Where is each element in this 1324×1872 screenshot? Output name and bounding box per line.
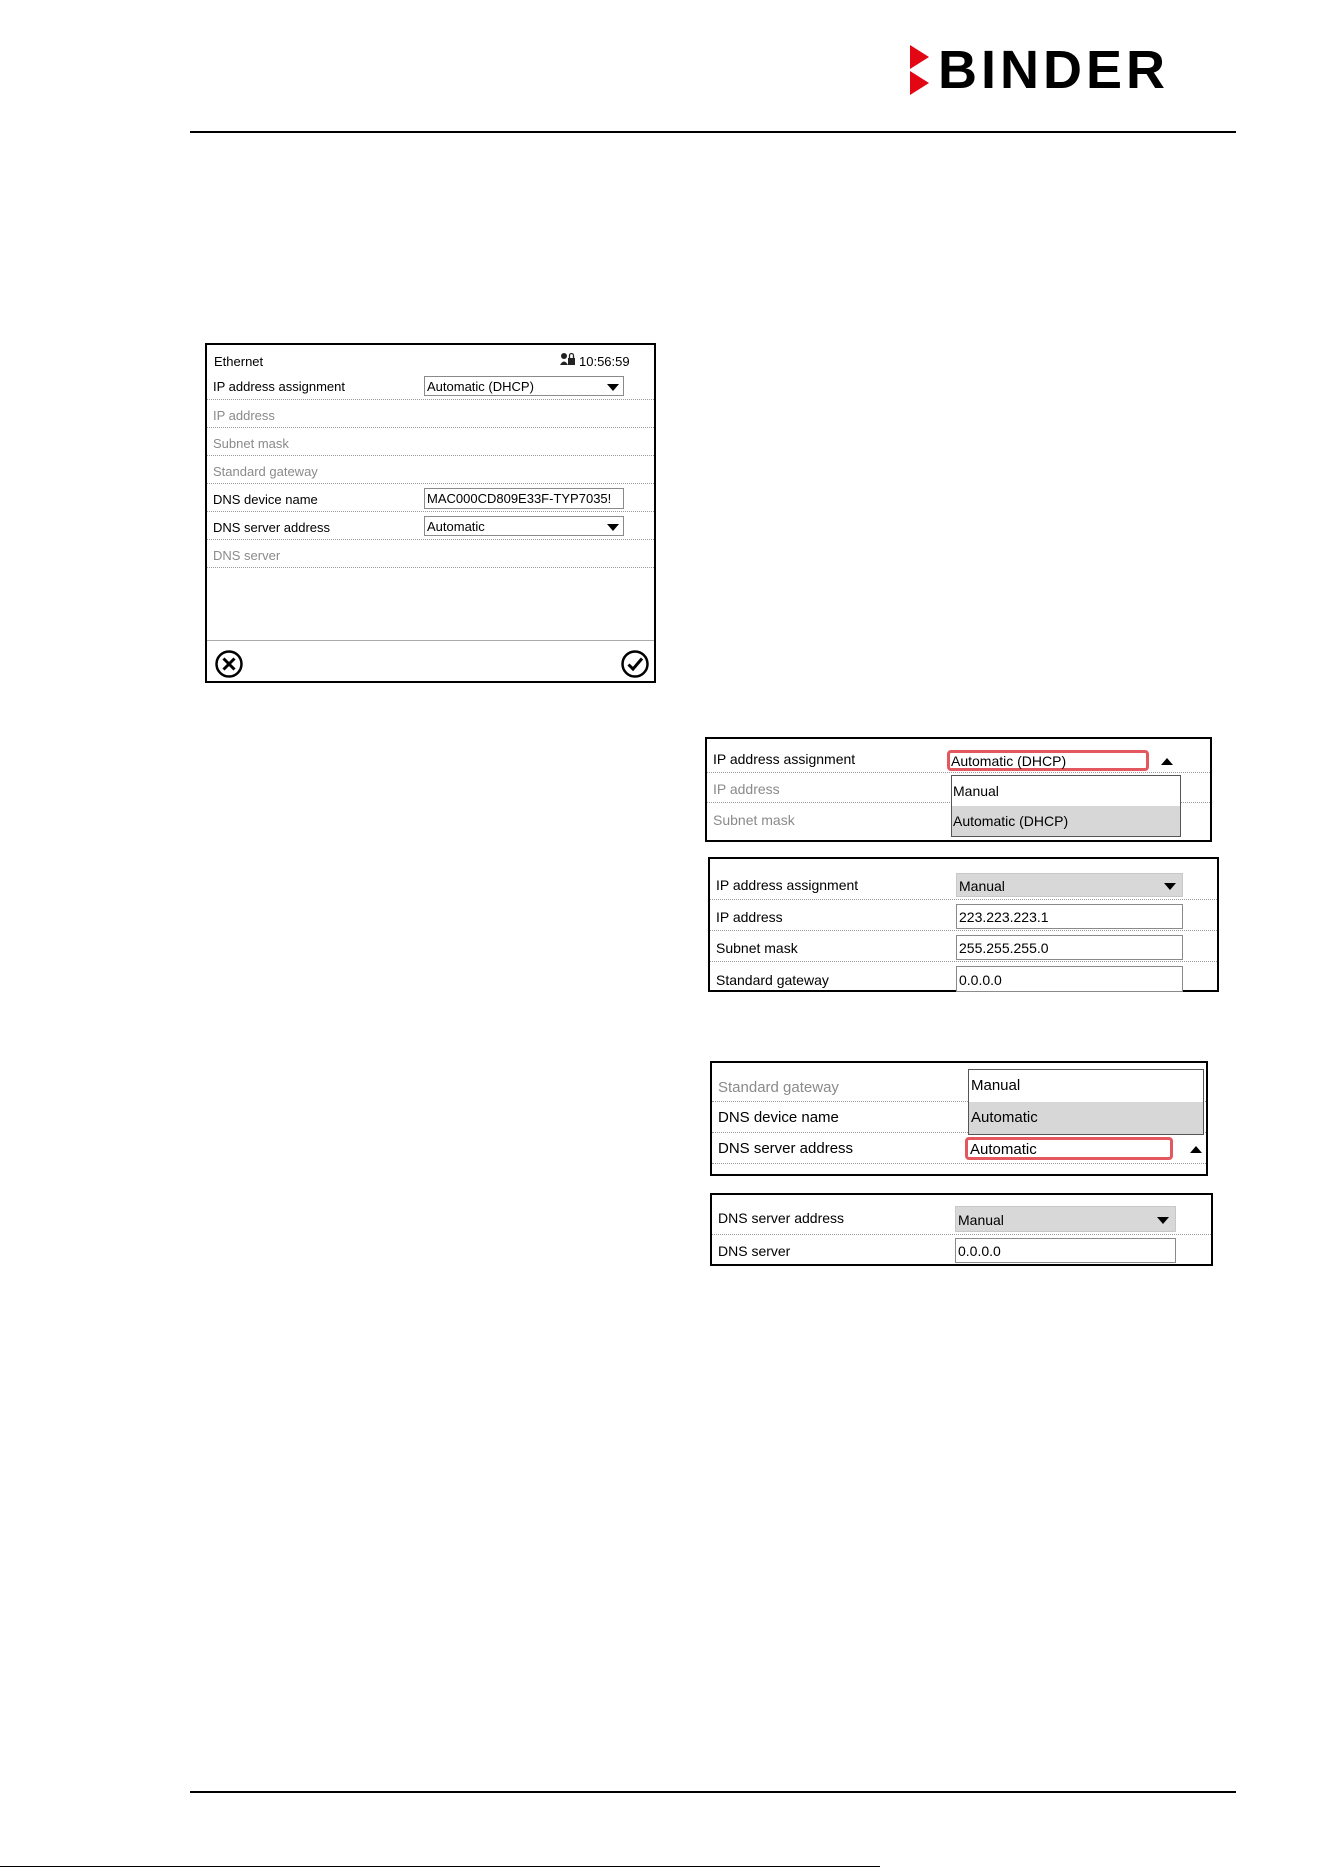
row-label: DNS device name <box>213 492 318 507</box>
dns-address-dropdown-screen <box>710 1061 1208 1176</box>
binder-logo-text: BINDER <box>938 40 1170 100</box>
manual-dns-server-screen <box>710 1193 1213 1266</box>
clock-time: 10:56:59 <box>579 354 630 369</box>
ip-address-input[interactable] <box>956 904 1183 929</box>
footer-rule <box>190 1791 1236 1793</box>
row-label: Subnet mask <box>213 436 289 451</box>
option-automatic-dhcp[interactable]: Automatic (DHCP) <box>952 806 1180 836</box>
chevron-down-icon <box>607 384 619 391</box>
select-value: Automatic <box>970 1141 1037 1158</box>
input-value: 223.223.223.1 <box>959 909 1049 925</box>
footer-line <box>0 1866 880 1867</box>
manual-ip-settings-screen <box>708 857 1219 992</box>
input-value: 0.0.0.0 <box>959 972 1002 988</box>
binder-logo <box>910 40 1170 100</box>
input-value: MAC000CD809E33F-TYP7035! <box>427 491 612 506</box>
header-rule <box>190 131 1236 133</box>
row-label: DNS device name <box>718 1109 839 1126</box>
row-label: IP address assignment <box>213 379 345 394</box>
row-label: IP address assignment <box>716 877 859 893</box>
standard-gateway-input[interactable] <box>956 966 1183 992</box>
row-dns-server-address <box>712 1195 1211 1235</box>
row-label: Subnet mask <box>713 812 795 828</box>
chevron-down-icon <box>1157 1217 1169 1224</box>
row-ip-address-assignment <box>710 859 1217 900</box>
row-label: DNS server address <box>213 520 331 535</box>
bottom-bar <box>207 640 654 683</box>
row-ip-address <box>710 900 1217 931</box>
row-ip-address <box>207 400 654 428</box>
input-value: 0.0.0.0 <box>958 1243 1001 1259</box>
row-label: Standard gateway <box>716 972 829 988</box>
row-dns-server-address <box>207 512 654 540</box>
lock-user-icon <box>560 352 576 366</box>
row-label: Subnet mask <box>716 940 798 956</box>
subnet-mask-input[interactable] <box>956 935 1183 960</box>
ip-assignment-select[interactable] <box>956 873 1183 897</box>
row-label: IP address <box>713 781 780 797</box>
row-label: IP address assignment <box>713 751 856 767</box>
dns-server-address-select[interactable] <box>424 516 624 536</box>
option-automatic[interactable]: Automatic <box>969 1102 1203 1134</box>
row-dns-server <box>207 540 654 568</box>
dns-address-options-list <box>968 1069 1204 1135</box>
ip-assignment-select[interactable] <box>424 376 624 396</box>
chevron-up-icon[interactable] <box>1190 1146 1202 1153</box>
select-value: Manual <box>959 878 1005 894</box>
row-subnet-mask <box>710 931 1217 962</box>
option-manual[interactable]: Manual <box>971 1077 1021 1094</box>
row-label: Standard gateway <box>718 1079 839 1096</box>
checkmark-circle-icon[interactable] <box>620 649 650 679</box>
row-standard-gateway <box>207 456 654 484</box>
input-value: 255.255.255.0 <box>959 940 1049 956</box>
row-ip-address-assignment <box>207 372 654 400</box>
ethernet-settings-screen <box>205 343 656 683</box>
ip-assignment-select-highlighted[interactable] <box>947 750 1149 771</box>
row-subnet-mask <box>207 428 654 456</box>
chevron-up-icon[interactable] <box>1161 758 1173 765</box>
ip-assignment-dropdown-screen <box>705 737 1212 842</box>
row-label: IP address <box>716 909 783 925</box>
select-value: Automatic (DHCP) <box>427 379 534 394</box>
dns-address-select-highlighted[interactable] <box>965 1137 1173 1160</box>
row-label: DNS server address <box>718 1140 854 1157</box>
dns-device-name-input[interactable] <box>424 488 624 509</box>
binder-logo-mark-icon <box>910 45 930 95</box>
option-manual[interactable]: Manual <box>953 783 999 799</box>
select-value: Automatic <box>427 519 485 534</box>
row-dns-device-name <box>207 484 654 512</box>
row-label: DNS server <box>213 548 281 563</box>
ip-assignment-options-list <box>951 775 1181 837</box>
row-dns-server <box>712 1235 1211 1266</box>
row-label: DNS server <box>718 1243 791 1259</box>
row-label: Standard gateway <box>213 464 318 479</box>
chevron-down-icon <box>607 524 619 531</box>
chevron-down-icon <box>1164 883 1176 890</box>
cancel-circle-icon[interactable] <box>214 649 244 679</box>
row-standard-gateway <box>710 962 1217 992</box>
dns-server-address-select[interactable] <box>955 1206 1176 1232</box>
row-label: IP address <box>213 408 275 423</box>
select-value: Manual <box>958 1212 1004 1228</box>
dns-server-input[interactable] <box>955 1238 1176 1263</box>
screen-title: Ethernet <box>214 354 264 369</box>
row-label: DNS server address <box>718 1210 845 1226</box>
select-value: Automatic (DHCP) <box>951 753 1067 769</box>
